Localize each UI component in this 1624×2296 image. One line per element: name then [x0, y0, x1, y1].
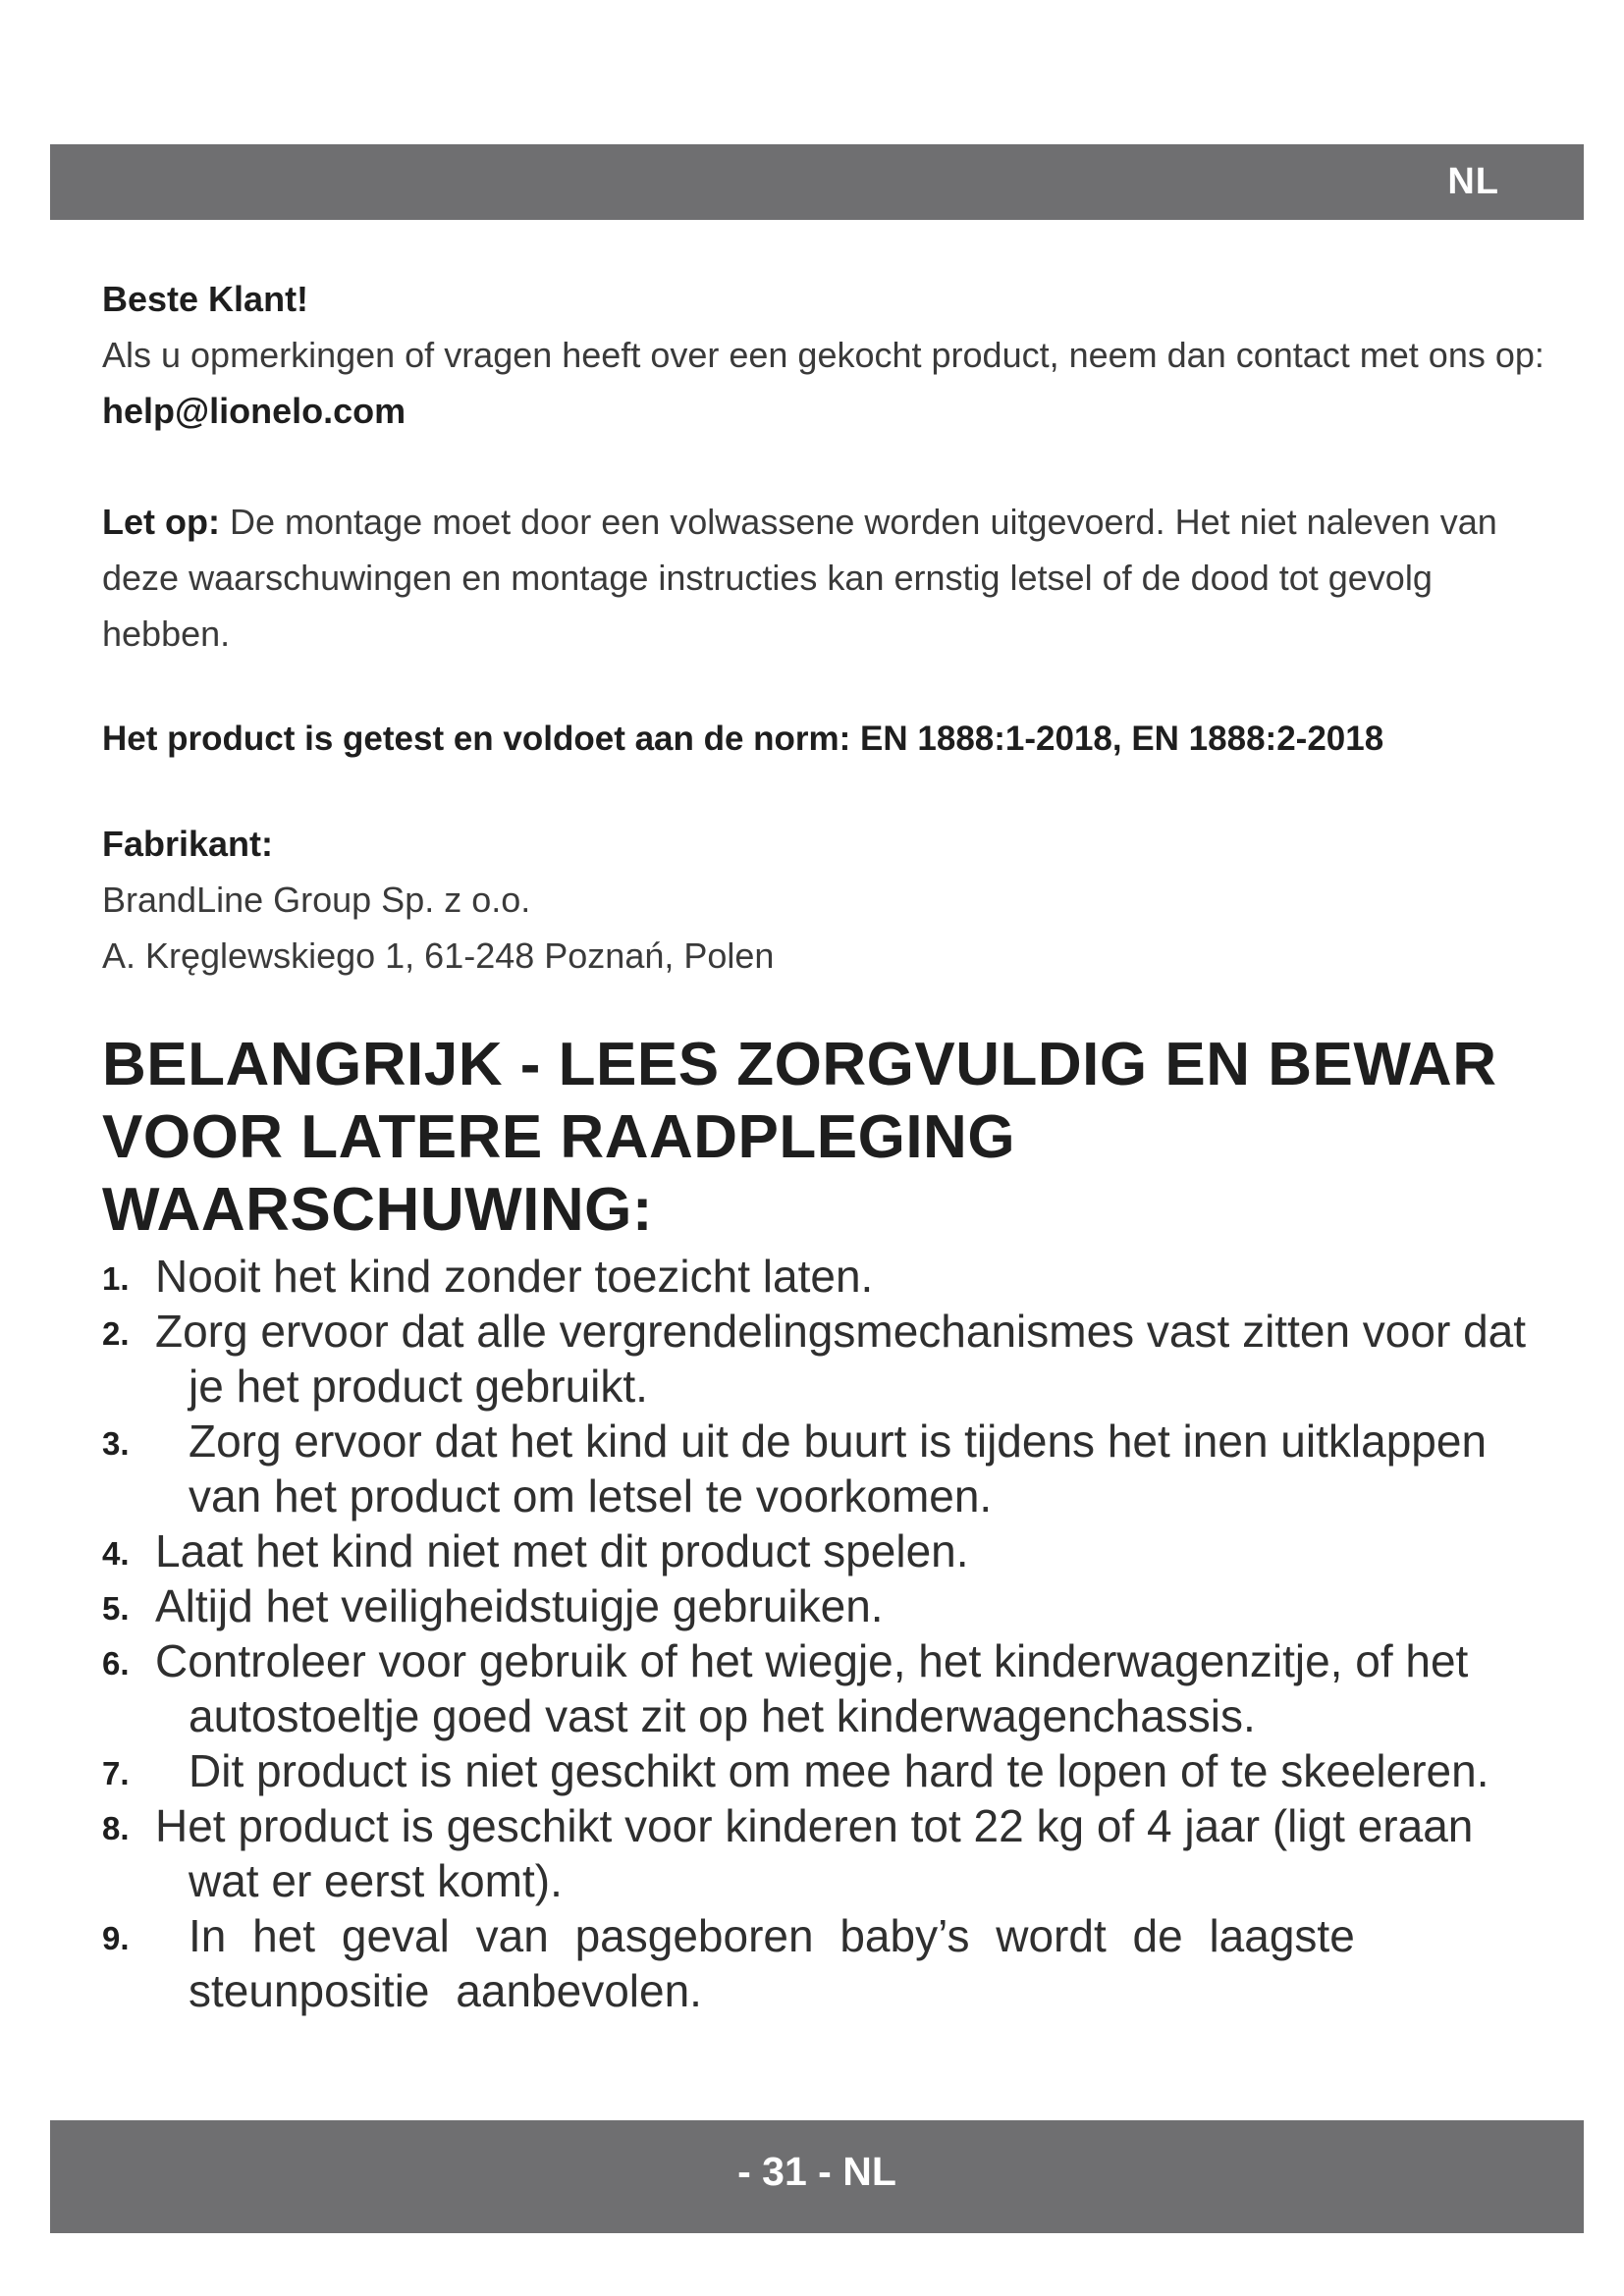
header-bar [50, 144, 1584, 220]
item-text: Zorg ervoor dat het kind uit de buurt is tijdens het inen uitklappen van het product om letsel te voorkomen. [189, 1415, 1488, 1522]
norm-statement: Het product is getest en voldoet aan de norm: EN 1888:1-2018, EN 1888:2-2018 [102, 720, 1384, 758]
list-item [102, 1798, 1545, 1908]
list-item [102, 1304, 1545, 1414]
important-line-1: BELANGRIJK - LEES ZORGVULDIG EN BEWAR [102, 1031, 1497, 1098]
item-text: Nooit het kind zonder toezicht laten. [155, 1251, 874, 1302]
item-text: Dit product is niet geschikt om mee hard te lopen of te skeeleren. [189, 1745, 1489, 1796]
manufacturer-block [102, 816, 1545, 984]
list-item [102, 1908, 1545, 2018]
item-text: Altijd het veiligheidstuigje gebruiken. [155, 1580, 884, 1631]
notice-label: Let op: [102, 502, 220, 542]
language-code: NL [1447, 161, 1499, 202]
footer-bar [50, 2120, 1584, 2233]
manufacturer-address: A. Kręglewskiego 1, 61-248 Poznań, Polen [102, 935, 775, 976]
item-text: Zorg ervoor dat alle vergrendelingsmechanismes vast zitten voor dat je het product gebruikt. [155, 1306, 1527, 1412]
manufacturer-label: Fabrikant: [102, 824, 274, 864]
item-number: 9. [102, 1920, 130, 1956]
item-text: In het geval van pasgeboren baby’s wordt de laagste steunpositie aanbevolen. [189, 1910, 1355, 2016]
item-number: 4. [102, 1535, 130, 1572]
item-number: 5. [102, 1590, 130, 1627]
item-text: Laat het kind niet met dit product spelen. [155, 1525, 969, 1576]
list-item [102, 1523, 1545, 1578]
item-text: Controleer voor gebruik of het wiegje, het kinderwagenzitje, of het autostoeltje goed vast zit op het kinderwagenchassis. [155, 1635, 1469, 1741]
notice-block [102, 494, 1545, 662]
item-text: Het product is geschikt voor kinderen tot 22 kg of 4 jaar (ligt eraan wat er eerst komt). [155, 1800, 1474, 1906]
list-item [102, 1578, 1545, 1633]
manufacturer-name: BrandLine Group Sp. z o.o. [102, 880, 531, 920]
greeting-block [102, 271, 1545, 439]
support-email: help@lionelo.com [102, 391, 406, 431]
list-item [102, 1249, 1545, 1304]
page-content [102, 271, 1545, 2018]
notice-text: De montage moet door een volwassene worden uitgevoerd. Het niet naleven van deze waarschuwingen en montage instructies kan ernstig letsel of de dood tot gevolg hebben. [102, 502, 1497, 654]
item-number: 2. [102, 1315, 130, 1352]
item-number: 3. [102, 1425, 130, 1462]
warning-title: WAARSCHUWING: [102, 1176, 653, 1244]
list-item [102, 1414, 1545, 1523]
item-number: 8. [102, 1810, 130, 1846]
item-number: 7. [102, 1755, 130, 1791]
important-heading [102, 1029, 1545, 1247]
important-line-2: VOOR LATERE RAADPLEGING [102, 1103, 1016, 1171]
greeting-text: Als u opmerkingen of vragen heeft over een gekocht product, neem dan contact met ons op: [102, 335, 1544, 375]
greeting-title: Beste Klant! [102, 279, 309, 319]
warning-list [102, 1249, 1545, 2018]
page-number: - 31 - NL [737, 2149, 896, 2194]
item-number: 1. [102, 1260, 130, 1297]
item-number: 6. [102, 1645, 130, 1682]
list-item [102, 1633, 1545, 1743]
list-item [102, 1743, 1545, 1798]
